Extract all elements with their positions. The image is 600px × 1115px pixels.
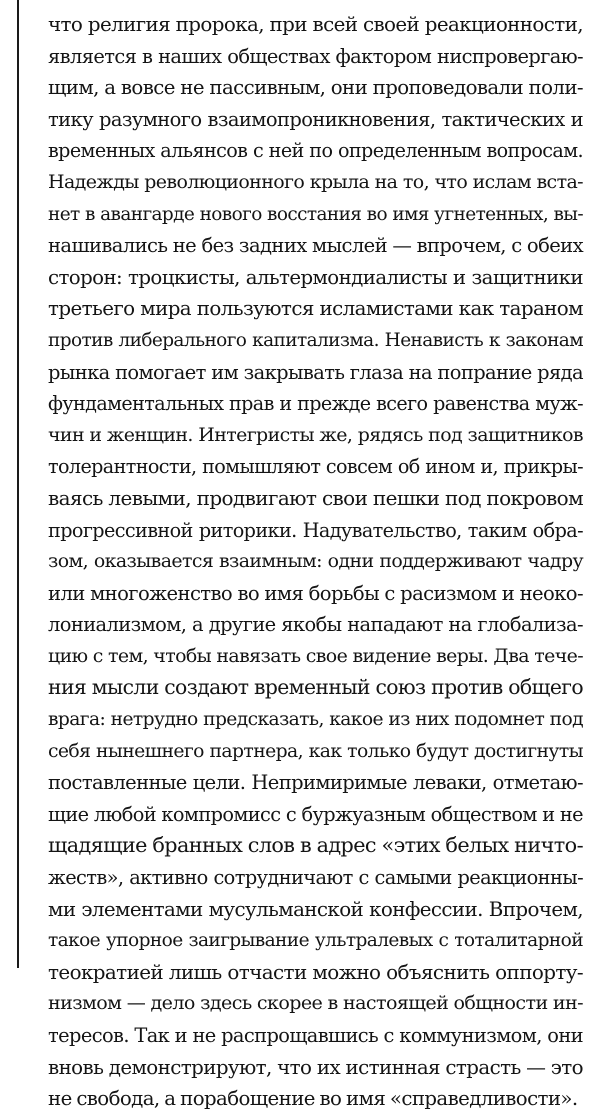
- text-line: вновь демонстрируют, что их истинная страсть — это: [48, 1055, 583, 1079]
- text-line: фундаментальных прав и прежде всего равенства муж-: [48, 392, 583, 416]
- text-line: такое упорное заигрывание ультралевых с тоталитарной: [48, 930, 583, 952]
- text-line: против либерального капитализма. Ненависть к законам: [48, 329, 583, 351]
- text-line: сторон: троцкисты, альтермондиалисты и защитники: [48, 265, 583, 289]
- text-line: прогрессивной риторики. Надувательство, таким обра-: [48, 518, 583, 542]
- text-line: не свобода, а порабощение во имя «справедливости».: [48, 1087, 578, 1111]
- text-line: тику разумного взаимопроникновения, тактических и: [48, 107, 583, 131]
- text-line: толерантности, помышляют совсем об ином и, прикры-: [48, 455, 583, 479]
- text-line: ваясь левыми, продвигают свои пешки под покровом: [48, 485, 583, 510]
- text-line: нет в авангарде нового восстания во имя угнетенных, вы-: [48, 203, 583, 225]
- text-line: щие любой компромисс с буржуазным обществом и не: [48, 802, 583, 826]
- text-line: третьего мира пользуются исламистами как тараном: [48, 297, 583, 321]
- text-line: цию с тем, чтобы навязать свое видение веры. Два тече-: [48, 644, 583, 667]
- text-line: жеств», активно сотрудничают с самыми реакционны-: [48, 866, 583, 890]
- text-line: щадящие бранных слов в адрес «этих белых ничто-: [48, 833, 583, 858]
- text-line: или многоженство во имя борьбы с расизмом и неоко-: [48, 581, 583, 605]
- text-line: является в наших обществах фактором ниспровергаю-: [48, 44, 583, 68]
- body-text: [48, 9, 583, 1115]
- text-line: чин и женщин. Интегристы же, рядясь под защитников: [48, 423, 583, 446]
- text-line: что религия пророка, при всей своей реакционности,: [48, 13, 583, 36]
- text-line: врага: нетрудно предсказать, какое из них подомнет под: [48, 709, 583, 731]
- text-line: ния мысли создают временный союз против общего: [48, 675, 583, 700]
- text-line: поставленные цели. Непримиримые леваки, отметаю-: [48, 771, 583, 795]
- text-line: временных альянсов с ней по определенным вопросам.: [48, 139, 583, 163]
- text-line: Надежды революционного крыла на то, что ислам вста-: [48, 170, 583, 193]
- text-line: тересов. Так и не распрощавшись с коммунизмом, они: [48, 1024, 583, 1047]
- text-line: щим, а вовсе не пассивным, они проповедовали поли-: [48, 76, 583, 100]
- text-line: теократией лишь отчасти можно объяснить оппорту-: [48, 960, 583, 984]
- text-line: рынка помогает им закрывать глаза на попрание ряда: [48, 360, 583, 384]
- text-line: ми элементами мусульманской конфессии. Впрочем,: [48, 897, 583, 921]
- text-line: зом, оказывается взаимным: одни поддерживают чадру: [48, 550, 583, 573]
- text-line: низмом — дело здесь скорее в настоящей общности ин-: [48, 992, 583, 1015]
- margin-rule: [17, 0, 19, 968]
- text-line: себя нынешнего партнера, как только будут достигнуты: [48, 740, 583, 762]
- text-line: нашивались не без задних мыслей — впрочем, с обеих: [48, 234, 583, 258]
- text-line: лониализмом, а другие якобы нападают на глобализа-: [48, 613, 583, 637]
